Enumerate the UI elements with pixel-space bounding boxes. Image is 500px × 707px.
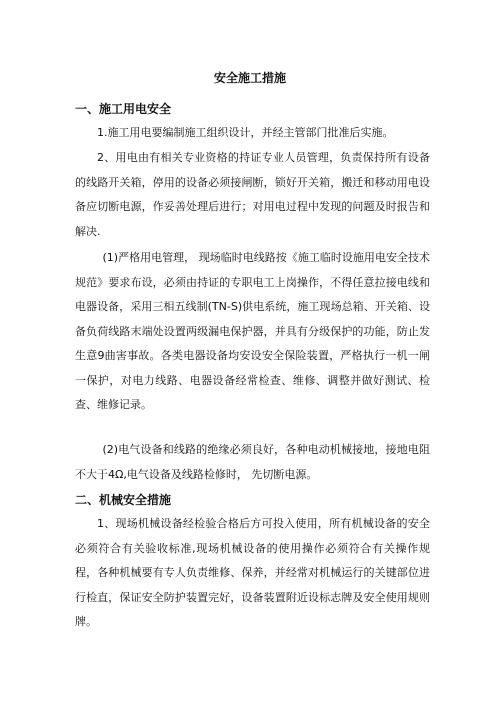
paragraph-1: 1.施工用电要编制施工组织设计，并经主管部门批准后实施。	[97, 126, 394, 139]
document-title: 安全施工措施	[213, 71, 286, 85]
section-heading-machinery-safety: 二、机械安全措施	[75, 493, 172, 507]
paragraph-2: 2、用电由有相关专业资格的持证专业人员管理，负责保持所有设备的线路开关箱，停用的设备必须接闸断，锁好开关箱，搬迁和移动用电设备应切断电源，作妥善处理后进行；对用电过程中发现的问题及时报告和解决.	[75, 151, 430, 238]
paragraph-3: (1)严格用电管理， 现场临时电线路按《施工临时设施用电安全技术规范》要求布设，必须由持证的专职电工上岗操作，不得任意拉接电线和电器设备，采用三相五线制(TN-S)供电系统，施工现场总箱、开关箱、设备负荷线路末端处设置两级漏电保护器，并具有分级保护的功能，防止发生意9曲害事故。各类电器设备均安设安全保险装置，严格执行一机一闸一保护，对电力线路、电器设备经常检查、维修、调整并做好测试、检查、维修记录。	[75, 251, 430, 411]
paragraph-5: 1、现场机械设备经检验合格后方可投入使用，所有机械设备的安全必须符合有关验收标准,现场机械设备的使用操作必须符合有关操作规程，各种机械要有专人负责维修、保养，并经常对机械运行的关键部位进行检直，保证安全防护装置完好，设备装置附近设标志牌及安全使用规则牌。	[75, 517, 430, 628]
paragraph-4: (2)电气设备和线路的绝缘必须良好，各种电动机械接地，接地电阻不大于4Ω,电气设备及线路检修时， 先切断电源。	[75, 443, 430, 481]
section-heading-electrical-safety: 一、施工用电安全	[75, 102, 172, 116]
